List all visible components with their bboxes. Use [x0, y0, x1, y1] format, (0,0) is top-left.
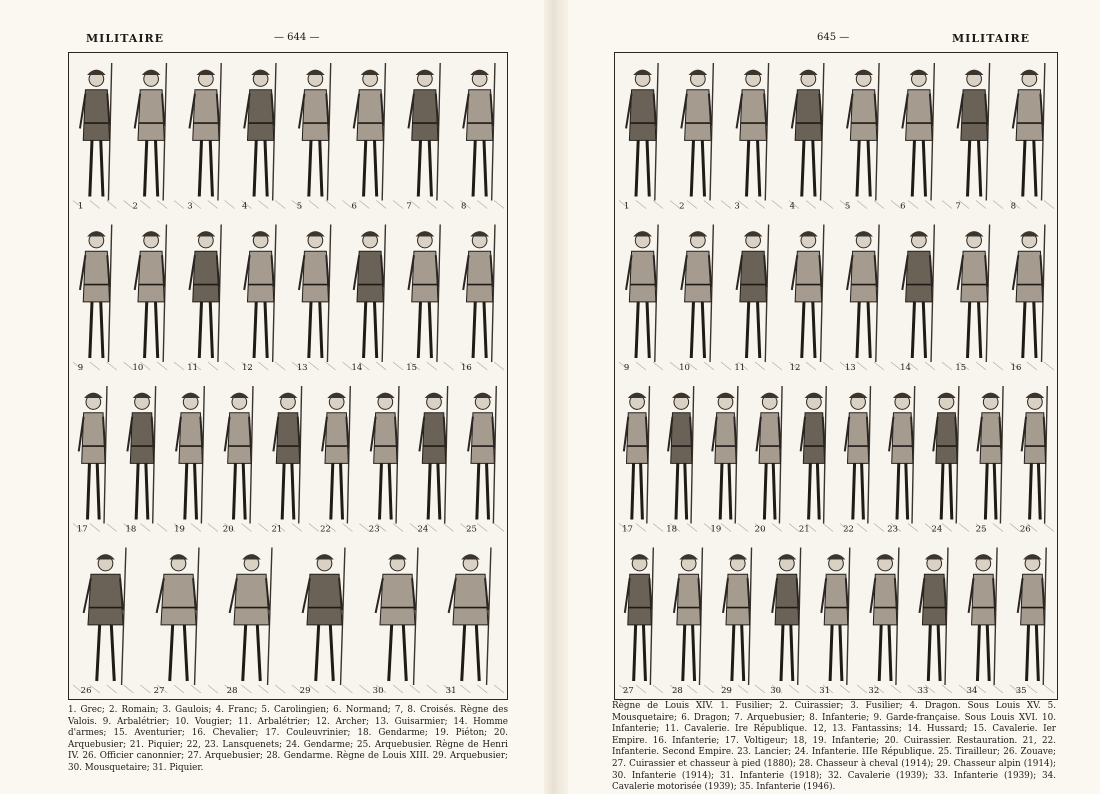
right-figure-number: 18 — [666, 524, 678, 535]
left-figure-number: 19 — [174, 524, 185, 535]
left-soldier-figure — [461, 63, 495, 212]
left-soldier-figure — [133, 63, 167, 212]
right-soldier-figure — [624, 63, 658, 212]
left-soldier-figure — [227, 548, 272, 697]
right-soldier-figure — [679, 63, 713, 212]
left-illustration-plate — [68, 52, 508, 700]
right-figure-number: 11 — [734, 363, 746, 373]
right-figure-number: 35 — [1015, 686, 1027, 696]
right-soldier-figure — [710, 386, 737, 535]
left-soldier-figure — [133, 225, 167, 374]
right-figure-number: 32 — [868, 686, 880, 696]
right-figure-number: 14 — [900, 363, 911, 373]
right-figure-number: 5 — [844, 201, 851, 212]
left-figure-number: 24 — [417, 524, 429, 535]
left-figure-number: 23 — [368, 524, 380, 535]
left-soldier-figure — [78, 225, 112, 374]
left-soldier-figure — [352, 63, 386, 212]
right-figure-number: 31 — [819, 686, 831, 696]
left-figure-number: 18 — [125, 524, 137, 535]
right-figure-number: 20 — [754, 524, 766, 535]
left-soldier-figure — [320, 386, 350, 535]
right-soldier-figure — [721, 548, 751, 697]
left-figure-number: 11 — [187, 363, 199, 373]
left-soldier-figure — [81, 548, 126, 697]
left-page — [0, 0, 548, 794]
left-soldier-figure — [242, 63, 276, 212]
left-soldier-figure — [466, 386, 496, 535]
left-soldier-figure — [174, 386, 204, 535]
right-figure-number: 7 — [955, 201, 961, 212]
right-soldier-figure — [843, 386, 870, 535]
right-figure-number: 6 — [900, 201, 906, 212]
left-row-2 — [73, 225, 504, 374]
right-figure-number: 27 — [622, 686, 634, 696]
right-soldier-figure — [845, 63, 879, 212]
left-section-label: MILITAIRE — [86, 32, 164, 45]
left-figure-number: 4 — [242, 201, 248, 212]
right-figure-number: 33 — [917, 686, 929, 696]
left-figure-number: 2 — [132, 201, 138, 212]
left-figure-number: 31 — [445, 686, 457, 696]
left-figure-number: 20 — [222, 524, 234, 535]
left-soldier-figure — [406, 225, 440, 374]
right-row-1 — [619, 63, 1054, 212]
left-row-1 — [73, 63, 504, 212]
right-soldier-figure — [900, 225, 934, 374]
right-soldier-figure — [955, 63, 989, 212]
right-soldier-figure — [770, 548, 800, 697]
left-soldier-figure — [369, 386, 399, 535]
left-soldier-figure — [154, 548, 199, 697]
right-illustration-plate — [614, 52, 1058, 700]
right-soldier-figure — [918, 548, 948, 697]
left-figure-number: 10 — [132, 363, 144, 373]
left-figure-number: 21 — [271, 524, 283, 535]
right-soldier-figure — [1020, 386, 1047, 535]
right-caption: Règne de Louis XIV. 1. Fusilier; 2. Cuirassier; 3. Fusilier; 4. Dragon. Sous Louis XV. 5. Mousquetaire; 6. Dragon; 7. Arquebusier; 8. Infanterie; 9. Garde-française. Sous Louis XVI. 10. Infanterie; 11. Cavalerie. Ire République. 12, 13. Fantassins; 14. Hussard; 15. Cavalerie. Ier Empire. 16. Infanterie; 17. Voltigeur; 18, 19. Infanterie; 20. Cuirassier. Restauration. 21, 22. Infanterie. Second Empire. 23. Lancier; 24. Infanterie. IIIe République. 25. Tirailleur; 26. Zouave; 27. Cuirassier et chasseur à pied (1880); 28. Chasseur à cheval (1914); 29. Chasseur alpin (1914); 30. Infanterie (1914); 31. Infanterie (1918); 32. Cavalerie (1939); 33. Infanterie (1939); 34. Cavalerie motorisée (1939); 35. Infanterie (1946). — [612, 701, 1056, 793]
right-figure-number: 22 — [843, 524, 854, 535]
left-figure-number: 29 — [299, 686, 311, 696]
right-soldier-figure — [623, 548, 653, 697]
right-soldier-figure — [887, 386, 914, 535]
left-figure-number: 27 — [153, 686, 165, 696]
right-page-number: 645 — — [817, 32, 850, 43]
left-figure-number: 13 — [296, 363, 308, 373]
right-figure-number: 30 — [770, 686, 782, 696]
left-soldier-figure — [271, 386, 301, 535]
right-row-2 — [619, 225, 1054, 374]
right-figure-number: 15 — [955, 363, 967, 373]
left-figure-number: 28 — [226, 686, 238, 696]
right-soldier-figure — [819, 548, 849, 697]
left-figure-number: 17 — [76, 524, 88, 535]
right-figure-number: 12 — [789, 363, 801, 373]
left-soldier-figure — [406, 63, 440, 212]
right-soldier-figure — [755, 386, 782, 535]
left-figure-number: 1 — [77, 201, 84, 212]
left-soldier-figure — [242, 225, 276, 374]
left-figure-number: 12 — [242, 363, 253, 373]
right-soldier-figure — [799, 386, 826, 535]
right-page — [564, 0, 1100, 794]
left-figure-number: 15 — [406, 363, 418, 373]
right-soldier-figure — [734, 225, 768, 374]
left-row-3 — [73, 386, 504, 535]
right-figure-number: 2 — [679, 201, 685, 212]
left-soldier-figure — [446, 548, 491, 697]
left-figure-number: 30 — [372, 686, 384, 696]
right-soldier-figure — [624, 225, 658, 374]
right-row-3 — [619, 386, 1054, 535]
right-figure-number: 26 — [1019, 524, 1031, 535]
left-soldier-figure — [352, 225, 386, 374]
left-soldier-figure — [297, 225, 331, 374]
right-figure-number: 1 — [623, 201, 630, 212]
right-soldier-figure — [622, 386, 649, 535]
left-figure-number: 14 — [351, 363, 363, 373]
right-figure-number: 10 — [679, 363, 690, 373]
left-soldier-figure — [77, 386, 107, 535]
left-soldier-figure — [187, 63, 221, 212]
left-soldier-figure — [187, 225, 221, 374]
right-soldier-figure — [955, 225, 989, 374]
left-soldier-figure — [223, 386, 253, 535]
right-figure-number: 17 — [622, 524, 633, 535]
left-figures-svg — [69, 53, 507, 699]
right-section-label: MILITAIRE — [952, 32, 1030, 45]
right-figure-number: 19 — [710, 524, 722, 535]
right-figure-number: 3 — [734, 201, 740, 212]
right-figure-number: 9 — [623, 363, 630, 373]
right-figure-number: 23 — [887, 524, 899, 535]
right-soldier-figure — [976, 386, 1003, 535]
right-soldier-figure — [790, 63, 824, 212]
right-figure-number: 8 — [1010, 201, 1017, 212]
left-figure-number: 16 — [461, 363, 472, 373]
left-row-4 — [73, 548, 504, 697]
right-soldier-figure — [845, 225, 879, 374]
right-soldier-figure — [672, 548, 702, 697]
left-soldier-figure — [125, 386, 155, 535]
right-soldier-figure — [900, 63, 934, 212]
right-figure-number: 4 — [789, 201, 796, 212]
left-figure-number: 9 — [77, 363, 84, 373]
left-soldier-figure — [78, 63, 112, 212]
right-soldier-figure — [1016, 548, 1046, 697]
right-figure-number: 21 — [798, 524, 810, 535]
left-soldier-figure — [417, 386, 447, 535]
left-soldier-figure — [461, 225, 495, 374]
left-figure-number: 5 — [296, 201, 303, 212]
right-soldier-figure — [734, 63, 768, 212]
right-soldier-figure — [790, 225, 824, 374]
right-soldier-figure — [666, 386, 693, 535]
left-page-number: — 644 — — [274, 32, 320, 43]
left-figure-number: 8 — [461, 201, 467, 212]
right-figure-number: 24 — [931, 524, 943, 535]
right-figure-number: 25 — [975, 524, 987, 535]
right-row-4 — [619, 548, 1054, 697]
left-figure-number: 22 — [320, 524, 331, 535]
right-figure-number: 13 — [844, 363, 856, 373]
left-figure-number: 25 — [466, 524, 477, 535]
left-figure-number: 7 — [406, 201, 412, 212]
left-soldier-figure — [297, 63, 331, 212]
right-figure-number: 34 — [966, 686, 978, 696]
left-soldier-figure — [373, 548, 418, 697]
left-figure-number: 6 — [351, 201, 357, 212]
right-soldier-figure — [967, 548, 997, 697]
right-figures-svg — [615, 53, 1057, 699]
left-figure-number: 26 — [80, 686, 92, 696]
right-figure-number: 16 — [1010, 363, 1022, 373]
right-soldier-figure — [1011, 225, 1045, 374]
left-caption: 1. Grec; 2. Romain; 3. Gaulois; 4. Franc; 5. Carolingien; 6. Normand; 7, 8. Croisés. Règne des Valois. 9. Arbalétrier; 10. Vougier; 11. Arbalétrier; 12. Archer; 13. Guisarmier; 14. Homme d'armes; 15. Aventurier; 16. Chevalier; 17. Couleuvrinier; 18. Gendarme; 19. Piéton; 20. Arquebusier; 21. Piquier; 22, 23. Lansquenets; 24. Gendarme; 25. Arquebusier. Règne de Henri IV. 26. Officier canonnier; 27. Arquebusier; 28. Gendarme. Règne de Louis XIII. 29. Arquebusier; 30. Mousquetaire; 31. Piquier. — [68, 705, 508, 773]
right-soldier-figure — [1011, 63, 1045, 212]
left-figure-number: 3 — [187, 201, 193, 212]
right-soldier-figure — [931, 386, 958, 535]
right-figure-number: 28 — [671, 686, 683, 696]
right-soldier-figure — [679, 225, 713, 374]
right-figure-number: 29 — [721, 686, 732, 696]
left-soldier-figure — [300, 548, 345, 697]
right-soldier-figure — [868, 548, 898, 697]
